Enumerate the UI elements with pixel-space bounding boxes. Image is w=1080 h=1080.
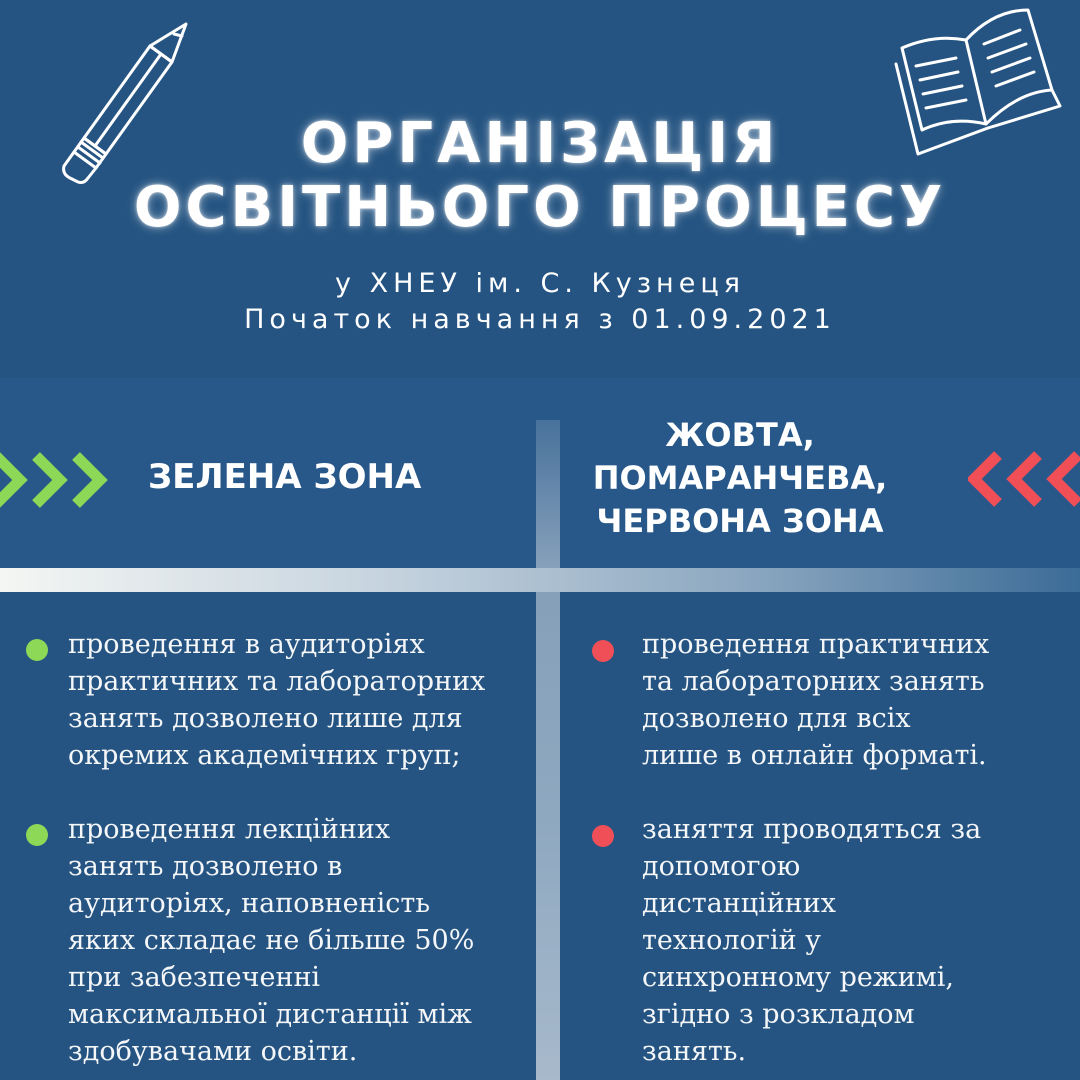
list-item (642, 626, 1062, 774)
list-item-line: проведення в аудиторіях (68, 629, 425, 660)
title-line: ОРГАНІЗАЦІЯ (300, 111, 780, 176)
chevrons-left-icon (968, 450, 1080, 508)
subtitle (0, 266, 1080, 338)
list-item-line: яких складає не більше 50% (68, 925, 475, 956)
red-bullet-icon (592, 825, 614, 847)
list-item-line: занять. (642, 1036, 747, 1067)
green-zone-list (68, 626, 538, 1070)
list-item-line: допомогою (642, 851, 801, 882)
horizontal-divider (0, 568, 1080, 592)
list-item-line: практичних та лабораторних (68, 666, 486, 697)
red-zone-label (590, 414, 890, 543)
green-bullet-icon (26, 824, 48, 846)
list-item-line: дозволено для всіх (642, 703, 911, 734)
green-bullet-icon (26, 639, 48, 661)
list-item-line: занять дозволено лише для (68, 703, 463, 734)
list-item-line: при забезпеченні (68, 962, 321, 993)
list-item-line: проведення лекційних (68, 814, 391, 845)
list-item-line: лише в онлайн форматі. (642, 740, 987, 771)
list-item-line: окремих академічних груп; (68, 740, 461, 771)
green-zone-label: ЗЕЛЕНА ЗОНА (148, 457, 422, 497)
list-item (68, 626, 538, 774)
subtitle-line: Початок навчання з 01.09.2021 (244, 304, 836, 335)
list-item-line: технологій у (642, 925, 822, 956)
page-title (0, 112, 1080, 240)
list-item (642, 811, 1062, 1070)
subtitle-line: у ХНЕУ ім. С. Кузнеця (335, 268, 745, 299)
red-zone-label-line: ЖОВТА, (665, 416, 815, 454)
chevrons-right-icon (0, 452, 110, 508)
list-item-line: максимальної дистанції між (68, 999, 472, 1030)
list-item-line: синхронному режимі, (642, 962, 954, 993)
list-item-line: заняття проводяться за (642, 814, 982, 845)
list-item-line: здобувачами освіти. (68, 1036, 358, 1067)
list-item-line: проведення практичних (642, 629, 990, 660)
red-zone-list (642, 626, 1062, 1070)
list-item-line: та лабораторних занять (642, 666, 985, 697)
list-item-line: згідно з розкладом (642, 999, 915, 1030)
title-line: ОСВІТНЬОГО ПРОЦЕСУ (133, 175, 947, 240)
red-bullet-icon (592, 640, 614, 662)
list-item-line: аудиторіях, наповненість (68, 888, 431, 919)
vertical-divider (536, 420, 560, 1080)
list-item-line: занять дозволено в (68, 851, 343, 882)
red-zone-label-line: ЧЕРВОНА ЗОНА (596, 502, 884, 540)
red-zone-label-line: ПОМАРАНЧЕВА, (592, 459, 888, 497)
list-item (68, 811, 538, 1070)
list-item-line: дистанційних (642, 888, 836, 919)
